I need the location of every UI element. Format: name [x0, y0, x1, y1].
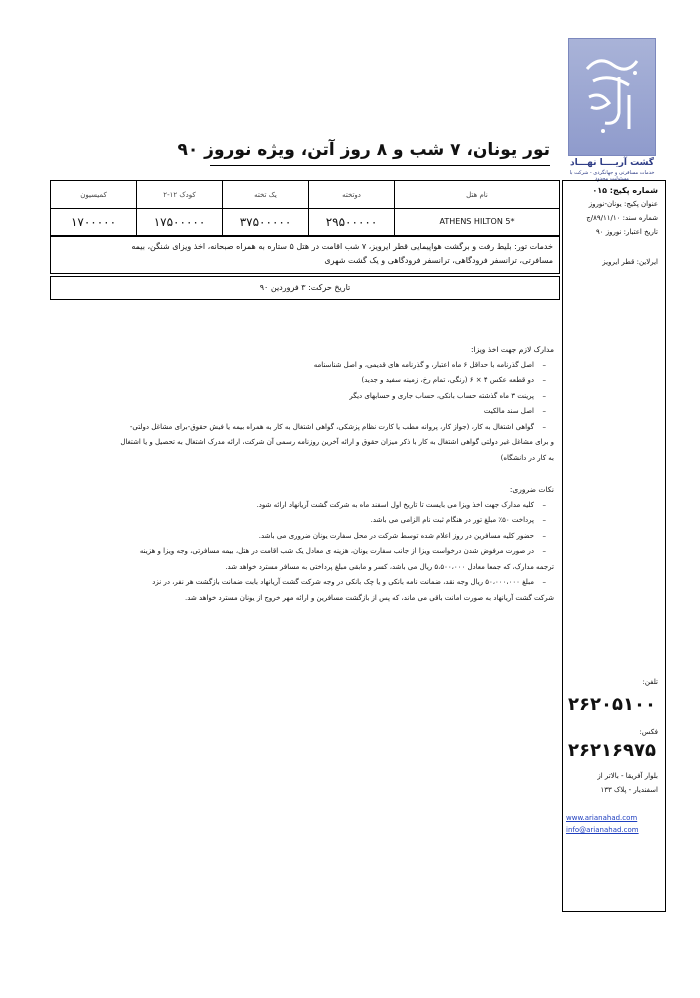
- logo-name: گشت آریــــا نهـــاد: [569, 158, 655, 168]
- value-commission: ۱۷۰۰۰۰۰: [70, 215, 117, 229]
- notes-heading: نکات ضروری:: [509, 485, 554, 494]
- document-item: – گواهی اشتغال به کار، (جواز کار، پروانه مطب یا کارت نظام پزشکی، گواهی اشتغال به کار به همراه بیمه یا فیش حقوق-برای مشاغل دولتی-: [50, 420, 554, 436]
- header-double: دوتخته: [308, 181, 394, 209]
- price-table: [50, 180, 560, 236]
- note-item: – مبلغ ۵۰،۰۰۰،۰۰۰ ریال وجه نقد، ضمانت نامه بانکی و یا چک بانکی در وجه شرکت گشت آریانهاد بابت ضمانت بازگشت هر نفر، در نزد: [50, 575, 554, 591]
- value-hotel: ATHENS HILTON 5*: [394, 209, 559, 235]
- services-line-2: مسافرتی، ترانسفر فرودگاهی، ترانسفر فرودگاهی و یک گشت شهری: [324, 256, 553, 265]
- departure-date: تاریخ حرکت: ۳ فروردین ۹۰: [50, 276, 560, 300]
- package-number: شماره پکیج: ۰۱۵: [592, 186, 658, 195]
- note-item: – کلیه مدارک جهت اخذ ویزا می بایست تا تاریخ اول اسفند ماه به شرکت گشت آریانهاد ارائه شود.: [50, 498, 554, 514]
- package-title: عنوان پکیج: یونان-نوروز: [588, 200, 658, 208]
- note-continuation: شرکت گشت آریانهاد به صورت امانت باقی می ماند، که پس از بازگشت مسافرین و ارائه مهر خروج از یونان مسترد خواهد شد.: [185, 593, 554, 602]
- website-link[interactable]: www.arianahad.com: [566, 814, 638, 822]
- fax-number: ۲۶۲۱۶۹۷۵: [568, 740, 656, 761]
- tel-number: ۲۶۲۰۵۱۰۰: [568, 694, 656, 715]
- document-continuation: و برای مشاغل غیر دولتی گواهی اشتغال به کار با ذکر میزان حقوق و ارائه آخرین روزنامه رسمی آن شرکت، ارائه مدرک اشتغال به تحصیل و یا اشتغال: [120, 438, 554, 446]
- page-title: تور یونان، ۷ شب و ۸ روز آتن، ویژه نوروز ۹۰: [177, 140, 550, 160]
- document-number: شماره سند: ۸۹/۱۱/۱۰/ج: [586, 214, 658, 222]
- header-commission: کمیسیون: [51, 181, 136, 209]
- document-item: – اصل سند مالکیت: [50, 404, 554, 420]
- header-single: یک تخته: [222, 181, 308, 209]
- note-item: – در صورت مرفوض شدن درخواست ویزا از جانب سفارت یونان، هزینه ی معادل یک شب اقامت در هتل، بیمه مسافرتی، وجه ویزا و هزینه: [50, 544, 554, 560]
- note-item: – حضور کلیه مسافرین در روز اعلام شده توسط شرکت در محل سفارت یونان ضروری می باشد.: [50, 529, 554, 545]
- title-underline: [210, 165, 550, 166]
- email-link[interactable]: info@arianahad.com: [566, 826, 639, 834]
- address-line-1: بلوار آفریقا - بالاتر از: [597, 772, 658, 780]
- tour-services: [50, 236, 560, 274]
- document-continuation: به کار در دانشگاه): [500, 453, 554, 462]
- address-line-2: اسفندیار - پلاک ۱۳۳: [600, 786, 658, 794]
- logo-subtitle: خدمات مسافرتی و جهانگردی - شرکت با مسئولیت محدود: [569, 170, 655, 182]
- value-single: ۳۷۵۰۰۰۰۰: [222, 209, 308, 235]
- document-item: – اصل گذرنامه با حداقل ۶ ماه اعتبار، و گذرنامه های قدیمی، و اصل شناسنامه: [50, 358, 554, 374]
- important-notes: [50, 482, 554, 606]
- value-child: ۱۷۵۰۰۰۰۰: [136, 209, 222, 235]
- company-logo: [568, 38, 656, 156]
- fax-label: فکس:: [639, 728, 658, 736]
- note-continuation: ترجمه مدارک، که جمعا معادل ۵،۵۰۰،۰۰۰ ریال می باشد، کسر و مابقی مبلغ پرداختی به مسافر مسترد خواهد شد.: [225, 562, 554, 571]
- info-sidebar: [562, 180, 666, 912]
- header-hotel: نام هتل: [394, 181, 559, 209]
- airline: ایرلاین: قطر ایرویز: [602, 258, 658, 266]
- tel-label: تلفن:: [642, 678, 658, 686]
- value-double: ۲۹۵۰۰۰۰۰: [308, 209, 394, 235]
- logo-calligraphy-icon: [579, 51, 645, 135]
- services-line-1: خدمات تور: بلیط رفت و برگشت هواپیمایی قطر ایرویز، ۷ شب اقامت در هتل ۵ ستاره به همراه صبحانه، اخذ ویزای شنگن، بیمه: [131, 242, 553, 251]
- document-item: – پرینت ۳ ماه گذشته حساب بانکی، حساب جاری و حسابهای دیگر: [50, 389, 554, 405]
- validity-date: تاریخ اعتبار: نوروز ۹۰: [595, 228, 658, 236]
- visa-documents: [50, 342, 554, 466]
- note-item: – پرداخت ۵۰٪ مبلغ تور در هنگام ثبت نام الزامی می باشد.: [50, 513, 554, 529]
- header-child: کودک ۱۲-۲: [136, 181, 222, 209]
- document-item: – دو قطعه عکس ۴ × ۶ (رنگی، تمام رخ، زمینه سفید و جدید): [50, 373, 554, 389]
- documents-heading: مدارک لازم جهت اخذ ویزا:: [470, 345, 554, 354]
